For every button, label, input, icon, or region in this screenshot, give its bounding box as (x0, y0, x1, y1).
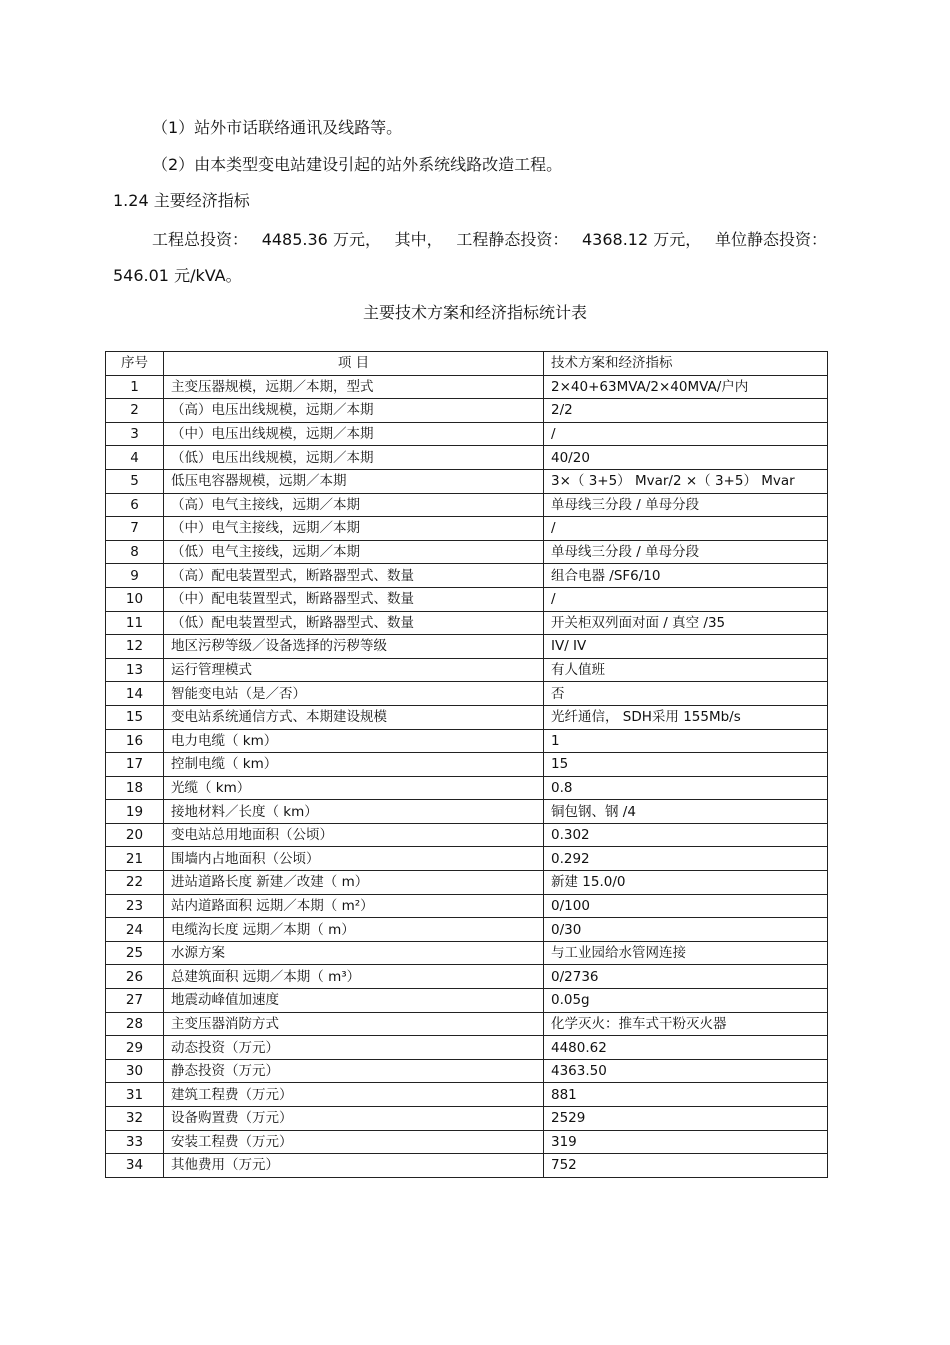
row-index-cell: 1 (106, 375, 164, 399)
table-header-row (106, 352, 828, 376)
table-row (106, 375, 828, 399)
table-row (106, 399, 828, 423)
table-row (106, 918, 828, 942)
row-item-cell: 围墙内占地面积（公顷） (164, 847, 544, 871)
row-index-cell: 32 (106, 1107, 164, 1131)
table-row (106, 729, 828, 753)
row-indicator-cell: 单母线三分段 / 单母分段 (544, 493, 828, 517)
table-title: 主要技术方案和经济指标统计表 (362, 303, 587, 322)
row-item-cell: 智能变电站（是／否） (164, 682, 544, 706)
investment-part: 4368.12 万元， (582, 230, 702, 249)
row-index-cell: 15 (106, 705, 164, 729)
row-item-cell: 接地材料／长度（ km） (164, 800, 544, 824)
table-row (106, 1083, 828, 1107)
row-item-cell: （高）电压出线规模，远期／本期 (164, 399, 544, 423)
table-row (106, 540, 828, 564)
table-row (106, 965, 828, 989)
table-row (106, 894, 828, 918)
row-index-cell: 8 (106, 540, 164, 564)
row-index-cell: 5 (106, 469, 164, 493)
investment-part: 4485.36 万元， (261, 230, 381, 249)
row-index-cell: 23 (106, 894, 164, 918)
table-row (106, 1130, 828, 1154)
row-index-cell: 25 (106, 941, 164, 965)
row-indicator-cell: 开关柜双列面对面 / 真空 /35 (544, 611, 828, 635)
row-item-cell: 变电站系统通信方式、本期建设规模 (164, 705, 544, 729)
row-item-cell: 地区污秽等级／设备选择的污秽等级 (164, 635, 544, 659)
row-index-cell: 2 (106, 399, 164, 423)
row-item-cell: 运行管理模式 (164, 658, 544, 682)
row-item-cell: 动态投资（万元） (164, 1036, 544, 1060)
paragraph-telecom-lines: （1）站外市话联络通讯及线路等。 (152, 118, 403, 137)
row-index-cell: 18 (106, 776, 164, 800)
row-index-cell: 6 (106, 493, 164, 517)
row-index-cell: 19 (106, 800, 164, 824)
table-row (106, 847, 828, 871)
row-item-cell: 低压电容器规模，远期／本期 (164, 469, 544, 493)
row-index-cell: 16 (106, 729, 164, 753)
row-item-cell: （低）电压出线规模，远期／本期 (164, 446, 544, 470)
table-row (106, 587, 828, 611)
row-item-cell: 设备购置费（万元） (164, 1107, 544, 1131)
row-item-cell: （中）配电装置型式，断路器型式、数量 (164, 587, 544, 611)
row-indicator-cell: 752 (544, 1154, 828, 1178)
row-index-cell: 20 (106, 823, 164, 847)
row-indicator-cell: 与工业园给水管网连接 (544, 941, 828, 965)
row-indicator-cell: 319 (544, 1130, 828, 1154)
row-index-cell: 11 (106, 611, 164, 635)
row-index-cell: 33 (106, 1130, 164, 1154)
row-indicator-cell: 组合电器 /SF6/10 (544, 564, 828, 588)
table-row (106, 564, 828, 588)
row-indicator-cell: 有人值班 (544, 658, 828, 682)
table-row (106, 682, 828, 706)
row-indicator-cell: 2×40+63MVA/2×40MVA/户内 (544, 375, 828, 399)
row-index-cell: 12 (106, 635, 164, 659)
row-item-cell: 站内道路面积 远期／本期（ m²） (164, 894, 544, 918)
row-indicator-cell: 新建 15.0/0 (544, 871, 828, 895)
row-indicator-cell: 1 (544, 729, 828, 753)
table-row (106, 941, 828, 965)
table-row (106, 823, 828, 847)
investment-part: 单位静态投资： (714, 230, 827, 249)
row-indicator-cell: 铜包钢、钢 /4 (544, 800, 828, 824)
row-index-cell: 27 (106, 989, 164, 1013)
row-indicator-cell: IV/ IV (544, 635, 828, 659)
row-index-cell: 22 (106, 871, 164, 895)
paragraph-unit-investment: 546.01 元/kVA。 (113, 266, 242, 285)
row-index-cell: 26 (106, 965, 164, 989)
table-row (106, 517, 828, 541)
row-indicator-cell: / (544, 517, 828, 541)
table-row (106, 705, 828, 729)
row-indicator-cell: / (544, 587, 828, 611)
row-indicator-cell: 0.302 (544, 823, 828, 847)
table-row (106, 493, 828, 517)
row-indicator-cell: 否 (544, 682, 828, 706)
row-item-cell: （中）电压出线规模，远期／本期 (164, 422, 544, 446)
table-row (106, 635, 828, 659)
investment-part: 其中， (394, 230, 443, 249)
header-cell-index: 序号 (106, 352, 164, 376)
table-row (106, 1059, 828, 1083)
row-index-cell: 28 (106, 1012, 164, 1036)
row-index-cell: 7 (106, 517, 164, 541)
row-item-cell: 建筑工程费（万元） (164, 1083, 544, 1107)
row-index-cell: 31 (106, 1083, 164, 1107)
row-index-cell: 14 (106, 682, 164, 706)
row-item-cell: （高）电气主接线，远期／本期 (164, 493, 544, 517)
row-indicator-cell: / (544, 422, 828, 446)
row-indicator-cell: 0.292 (544, 847, 828, 871)
table-row (106, 1036, 828, 1060)
row-item-cell: 其他费用（万元） (164, 1154, 544, 1178)
row-index-cell: 21 (106, 847, 164, 871)
row-item-cell: 主变压器消防方式 (164, 1012, 544, 1036)
row-index-cell: 34 (106, 1154, 164, 1178)
row-item-cell: 光缆（ km） (164, 776, 544, 800)
table-row (106, 753, 828, 777)
row-index-cell: 10 (106, 587, 164, 611)
table-row (106, 1012, 828, 1036)
row-item-cell: 安装工程费（万元） (164, 1130, 544, 1154)
investment-part: 工程总投资： (152, 230, 249, 249)
row-item-cell: （中）电气主接线，远期／本期 (164, 517, 544, 541)
table-row (106, 611, 828, 635)
row-indicator-cell: 化学灭火：推车式干粉灭火器 (544, 1012, 828, 1036)
row-item-cell: （高）配电装置型式，断路器型式、数量 (164, 564, 544, 588)
table-row (106, 469, 828, 493)
row-item-cell: 控制电缆（ km） (164, 753, 544, 777)
table-row (106, 1154, 828, 1178)
row-indicator-cell: 881 (544, 1083, 828, 1107)
paragraph-line-reconstruction: （2）由本类型变电站建设引起的站外系统线路改造工程。 (152, 155, 563, 174)
row-item-cell: 进站道路长度 新建／改建（ m） (164, 871, 544, 895)
header-cell-item: 项 目 (164, 352, 544, 376)
row-index-cell: 4 (106, 446, 164, 470)
row-indicator-cell: 光纤通信， SDH采用 155Mb/s (544, 705, 828, 729)
table-row (106, 776, 828, 800)
table-row (106, 446, 828, 470)
row-indicator-cell: 40/20 (544, 446, 828, 470)
row-indicator-cell: 15 (544, 753, 828, 777)
table-row (106, 1107, 828, 1131)
row-item-cell: （低）电气主接线，远期／本期 (164, 540, 544, 564)
row-indicator-cell: 2529 (544, 1107, 828, 1131)
table-row (106, 422, 828, 446)
row-item-cell: 电缆沟长度 远期／本期（ m） (164, 918, 544, 942)
row-item-cell: （低）配电装置型式，断路器型式、数量 (164, 611, 544, 635)
row-item-cell: 总建筑面积 远期／本期（ m³） (164, 965, 544, 989)
row-indicator-cell: 4480.62 (544, 1036, 828, 1060)
row-indicator-cell: 3×（ 3+5） Mvar/2 ×（ 3+5） Mvar (544, 469, 828, 493)
section-heading: 1.24 主要经济指标 (113, 191, 250, 210)
investment-part: 工程静态投资： (456, 230, 569, 249)
row-indicator-cell: 0/2736 (544, 965, 828, 989)
row-index-cell: 3 (106, 422, 164, 446)
row-indicator-cell: 2/2 (544, 399, 828, 423)
indicator-table (105, 351, 828, 1178)
row-index-cell: 30 (106, 1059, 164, 1083)
row-item-cell: 变电站总用地面积（公顷） (164, 823, 544, 847)
row-indicator-cell: 4363.50 (544, 1059, 828, 1083)
row-item-cell: 地震动峰值加速度 (164, 989, 544, 1013)
row-index-cell: 29 (106, 1036, 164, 1060)
row-index-cell: 17 (106, 753, 164, 777)
row-indicator-cell: 0.8 (544, 776, 828, 800)
table-row (106, 658, 828, 682)
row-indicator-cell: 单母线三分段 / 单母分段 (544, 540, 828, 564)
row-indicator-cell: 0.05g (544, 989, 828, 1013)
row-indicator-cell: 0/100 (544, 894, 828, 918)
table-row (106, 800, 828, 824)
paragraph-investment (152, 230, 827, 250)
row-item-cell: 静态投资（万元） (164, 1059, 544, 1083)
row-index-cell: 24 (106, 918, 164, 942)
row-item-cell: 电力电缆（ km） (164, 729, 544, 753)
row-item-cell: 主变压器规模，远期／本期，型式 (164, 375, 544, 399)
table-row (106, 871, 828, 895)
row-index-cell: 13 (106, 658, 164, 682)
header-cell-indicator: 技术方案和经济指标 (544, 352, 828, 376)
table-row (106, 989, 828, 1013)
row-item-cell: 水源方案 (164, 941, 544, 965)
row-index-cell: 9 (106, 564, 164, 588)
row-indicator-cell: 0/30 (544, 918, 828, 942)
